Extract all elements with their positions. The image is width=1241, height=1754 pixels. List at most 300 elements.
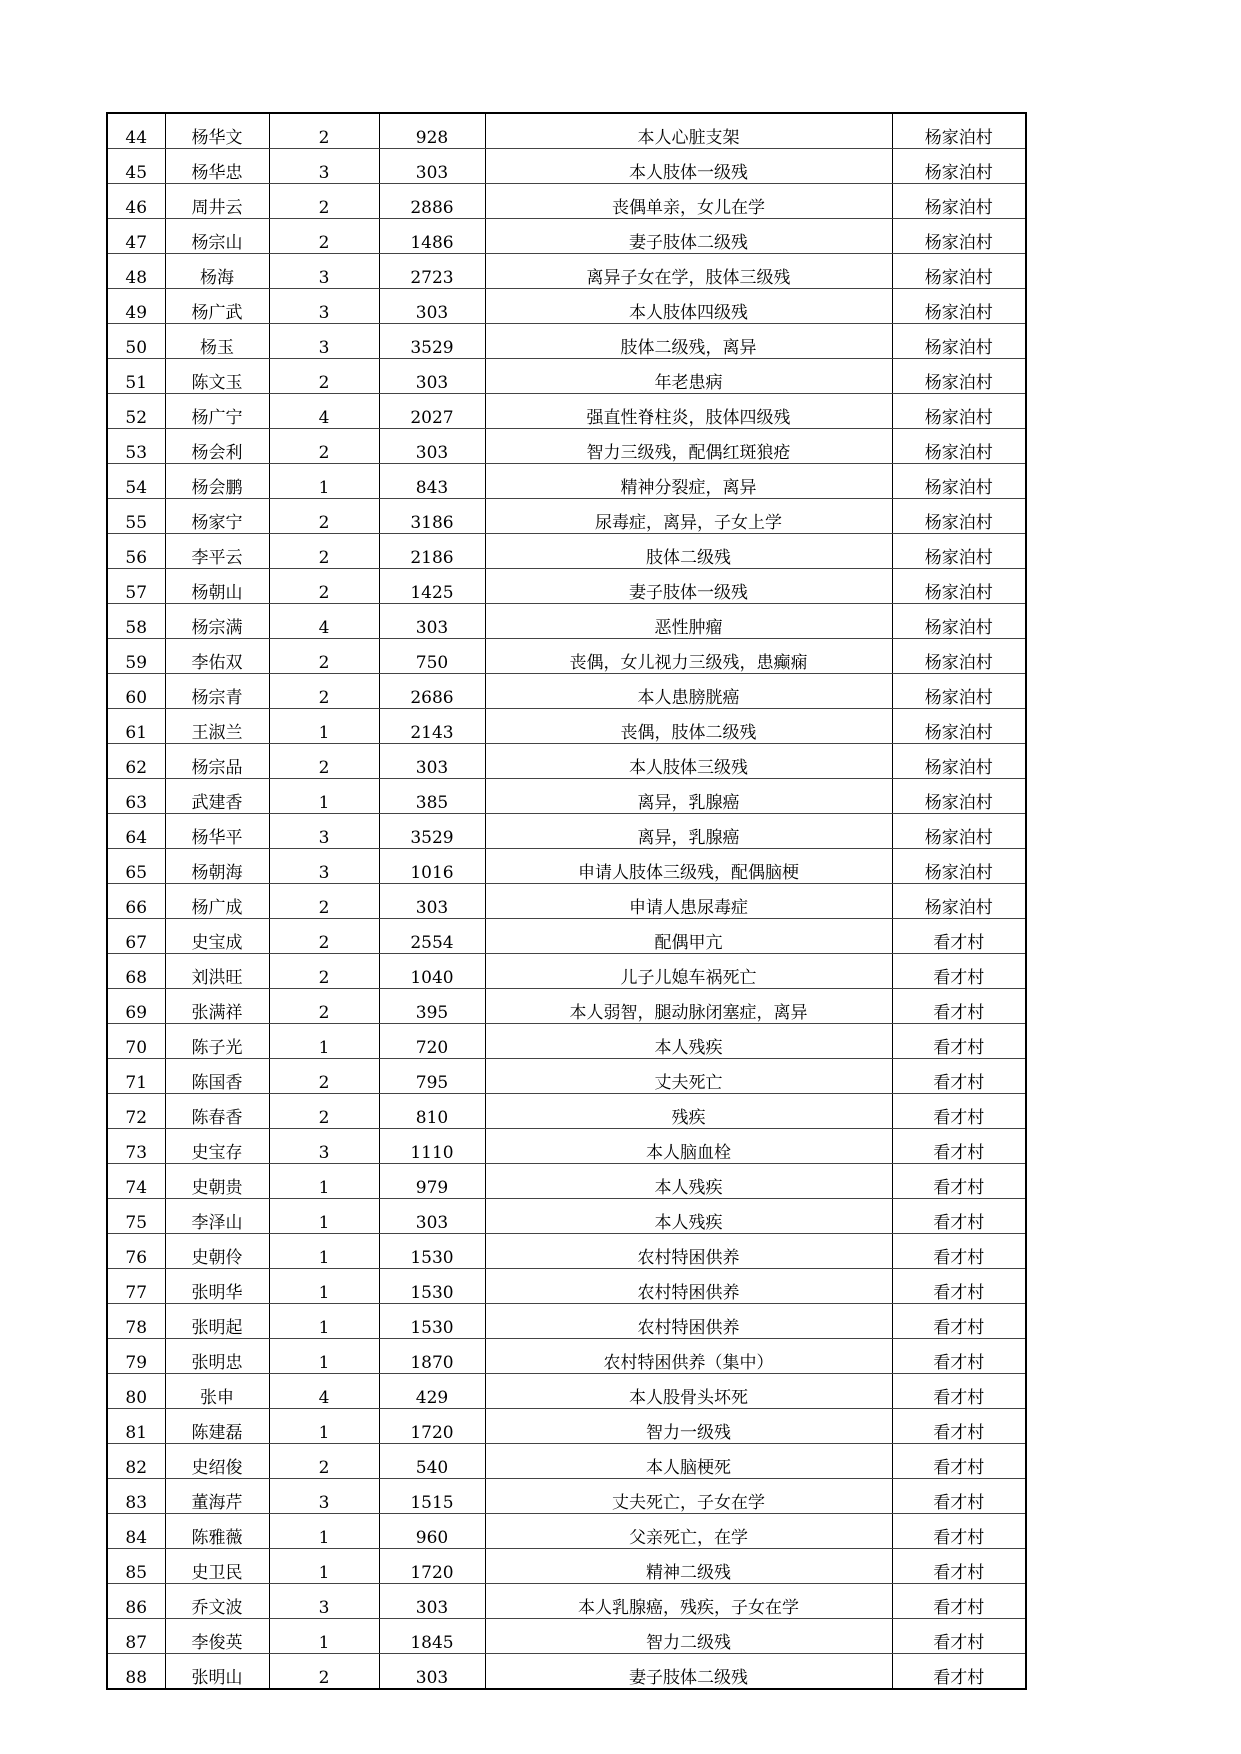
table-row bbox=[107, 884, 1026, 919]
index-cell: 84 bbox=[107, 1514, 165, 1549]
reason-cell: 申请人肢体三级残，配偶脑梗 bbox=[485, 849, 892, 884]
index-cell: 78 bbox=[107, 1304, 165, 1339]
amount-cell: 1530 bbox=[379, 1234, 485, 1269]
village-cell: 看才村 bbox=[892, 1269, 1026, 1304]
amount-cell: 2686 bbox=[379, 674, 485, 709]
household-size-cell: 2 bbox=[269, 744, 379, 779]
reason-cell: 本人心脏支架 bbox=[485, 113, 892, 149]
household-size-cell: 3 bbox=[269, 149, 379, 184]
name-cell: 杨会利 bbox=[165, 429, 269, 464]
amount-cell: 395 bbox=[379, 989, 485, 1024]
village-cell: 看才村 bbox=[892, 919, 1026, 954]
amount-cell: 928 bbox=[379, 113, 485, 149]
amount-cell: 750 bbox=[379, 639, 485, 674]
reason-cell: 精神分裂症，离异 bbox=[485, 464, 892, 499]
reason-cell: 妻子肢体一级残 bbox=[485, 569, 892, 604]
index-cell: 72 bbox=[107, 1094, 165, 1129]
reason-cell: 丧偶单亲，女儿在学 bbox=[485, 184, 892, 219]
village-cell: 杨家泊村 bbox=[892, 814, 1026, 849]
name-cell: 杨朝山 bbox=[165, 569, 269, 604]
household-size-cell: 2 bbox=[269, 219, 379, 254]
village-cell: 看才村 bbox=[892, 1549, 1026, 1584]
reason-cell: 本人残疾 bbox=[485, 1199, 892, 1234]
household-size-cell: 3 bbox=[269, 1129, 379, 1164]
amount-cell: 303 bbox=[379, 1199, 485, 1234]
reason-cell: 离异子女在学，肢体三级残 bbox=[485, 254, 892, 289]
village-cell: 杨家泊村 bbox=[892, 674, 1026, 709]
household-size-cell: 2 bbox=[269, 113, 379, 149]
amount-cell: 303 bbox=[379, 289, 485, 324]
index-cell: 63 bbox=[107, 779, 165, 814]
index-cell: 67 bbox=[107, 919, 165, 954]
village-cell: 杨家泊村 bbox=[892, 884, 1026, 919]
table-row bbox=[107, 849, 1026, 884]
name-cell: 陈春香 bbox=[165, 1094, 269, 1129]
table-row bbox=[107, 1584, 1026, 1619]
name-cell: 李泽山 bbox=[165, 1199, 269, 1234]
amount-cell: 1845 bbox=[379, 1619, 485, 1654]
reason-cell: 本人弱智，腿动脉闭塞症，离异 bbox=[485, 989, 892, 1024]
table-row bbox=[107, 954, 1026, 989]
table-row bbox=[107, 394, 1026, 429]
amount-cell: 810 bbox=[379, 1094, 485, 1129]
table-row bbox=[107, 1444, 1026, 1479]
village-cell: 看才村 bbox=[892, 1584, 1026, 1619]
table-row bbox=[107, 1479, 1026, 1514]
name-cell: 史宝成 bbox=[165, 919, 269, 954]
amount-cell: 1530 bbox=[379, 1304, 485, 1339]
table-row bbox=[107, 1129, 1026, 1164]
household-size-cell: 3 bbox=[269, 289, 379, 324]
amount-cell: 1040 bbox=[379, 954, 485, 989]
household-size-cell: 2 bbox=[269, 919, 379, 954]
village-cell: 看才村 bbox=[892, 1654, 1026, 1690]
amount-cell: 1515 bbox=[379, 1479, 485, 1514]
household-size-cell: 3 bbox=[269, 1584, 379, 1619]
amount-cell: 303 bbox=[379, 884, 485, 919]
village-cell: 看才村 bbox=[892, 1164, 1026, 1199]
household-size-cell: 2 bbox=[269, 1094, 379, 1129]
reason-cell: 农村特困供养（集中） bbox=[485, 1339, 892, 1374]
household-size-cell: 3 bbox=[269, 1479, 379, 1514]
reason-cell: 妻子肢体二级残 bbox=[485, 1654, 892, 1690]
name-cell: 李俊英 bbox=[165, 1619, 269, 1654]
name-cell: 陈雅薇 bbox=[165, 1514, 269, 1549]
reason-cell: 肢体二级残，离异 bbox=[485, 324, 892, 359]
village-cell: 杨家泊村 bbox=[892, 254, 1026, 289]
index-cell: 45 bbox=[107, 149, 165, 184]
index-cell: 52 bbox=[107, 394, 165, 429]
reason-cell: 本人脑梗死 bbox=[485, 1444, 892, 1479]
household-size-cell: 1 bbox=[269, 1199, 379, 1234]
index-cell: 64 bbox=[107, 814, 165, 849]
household-size-cell: 2 bbox=[269, 429, 379, 464]
index-cell: 68 bbox=[107, 954, 165, 989]
index-cell: 55 bbox=[107, 499, 165, 534]
amount-cell: 1720 bbox=[379, 1549, 485, 1584]
village-cell: 看才村 bbox=[892, 1304, 1026, 1339]
table-row bbox=[107, 254, 1026, 289]
reason-cell: 妻子肢体二级残 bbox=[485, 219, 892, 254]
household-size-cell: 1 bbox=[269, 1339, 379, 1374]
amount-cell: 1016 bbox=[379, 849, 485, 884]
data-table bbox=[106, 112, 1027, 1690]
index-cell: 81 bbox=[107, 1409, 165, 1444]
reason-cell: 父亲死亡，在学 bbox=[485, 1514, 892, 1549]
household-size-cell: 2 bbox=[269, 359, 379, 394]
index-cell: 46 bbox=[107, 184, 165, 219]
household-size-cell: 4 bbox=[269, 604, 379, 639]
name-cell: 杨宗山 bbox=[165, 219, 269, 254]
name-cell: 杨华文 bbox=[165, 113, 269, 149]
index-cell: 82 bbox=[107, 1444, 165, 1479]
index-cell: 44 bbox=[107, 113, 165, 149]
household-size-cell: 3 bbox=[269, 849, 379, 884]
village-cell: 看才村 bbox=[892, 1479, 1026, 1514]
village-cell: 看才村 bbox=[892, 989, 1026, 1024]
table-row bbox=[107, 569, 1026, 604]
name-cell: 张明华 bbox=[165, 1269, 269, 1304]
household-size-cell: 2 bbox=[269, 184, 379, 219]
index-cell: 80 bbox=[107, 1374, 165, 1409]
village-cell: 杨家泊村 bbox=[892, 639, 1026, 674]
village-cell: 杨家泊村 bbox=[892, 709, 1026, 744]
village-cell: 杨家泊村 bbox=[892, 779, 1026, 814]
amount-cell: 795 bbox=[379, 1059, 485, 1094]
amount-cell: 303 bbox=[379, 359, 485, 394]
index-cell: 70 bbox=[107, 1024, 165, 1059]
index-cell: 69 bbox=[107, 989, 165, 1024]
village-cell: 杨家泊村 bbox=[892, 324, 1026, 359]
reason-cell: 丧偶，肢体二级残 bbox=[485, 709, 892, 744]
household-size-cell: 1 bbox=[269, 779, 379, 814]
village-cell: 看才村 bbox=[892, 1339, 1026, 1374]
name-cell: 杨海 bbox=[165, 254, 269, 289]
household-size-cell: 2 bbox=[269, 954, 379, 989]
village-cell: 杨家泊村 bbox=[892, 289, 1026, 324]
table-row bbox=[107, 464, 1026, 499]
village-cell: 看才村 bbox=[892, 1059, 1026, 1094]
village-cell: 杨家泊村 bbox=[892, 569, 1026, 604]
index-cell: 60 bbox=[107, 674, 165, 709]
name-cell: 史卫民 bbox=[165, 1549, 269, 1584]
household-size-cell: 1 bbox=[269, 1409, 379, 1444]
table-row bbox=[107, 1654, 1026, 1690]
household-size-cell: 1 bbox=[269, 1514, 379, 1549]
household-size-cell: 2 bbox=[269, 1059, 379, 1094]
name-cell: 张申 bbox=[165, 1374, 269, 1409]
village-cell: 杨家泊村 bbox=[892, 604, 1026, 639]
village-cell: 看才村 bbox=[892, 1094, 1026, 1129]
village-cell: 看才村 bbox=[892, 1409, 1026, 1444]
name-cell: 乔文波 bbox=[165, 1584, 269, 1619]
household-size-cell: 2 bbox=[269, 674, 379, 709]
household-size-cell: 2 bbox=[269, 569, 379, 604]
village-cell: 看才村 bbox=[892, 1024, 1026, 1059]
household-size-cell: 1 bbox=[269, 1234, 379, 1269]
reason-cell: 本人肢体四级残 bbox=[485, 289, 892, 324]
amount-cell: 1425 bbox=[379, 569, 485, 604]
reason-cell: 本人肢体一级残 bbox=[485, 149, 892, 184]
table-row bbox=[107, 1199, 1026, 1234]
name-cell: 史绍俊 bbox=[165, 1444, 269, 1479]
table-row bbox=[107, 324, 1026, 359]
village-cell: 杨家泊村 bbox=[892, 394, 1026, 429]
index-cell: 61 bbox=[107, 709, 165, 744]
index-cell: 57 bbox=[107, 569, 165, 604]
amount-cell: 1110 bbox=[379, 1129, 485, 1164]
household-size-cell: 1 bbox=[269, 1024, 379, 1059]
household-size-cell: 2 bbox=[269, 884, 379, 919]
amount-cell: 2027 bbox=[379, 394, 485, 429]
table-row bbox=[107, 219, 1026, 254]
name-cell: 杨广武 bbox=[165, 289, 269, 324]
name-cell: 杨宗青 bbox=[165, 674, 269, 709]
table-row bbox=[107, 639, 1026, 674]
household-size-cell: 1 bbox=[269, 1619, 379, 1654]
name-cell: 杨家宁 bbox=[165, 499, 269, 534]
village-cell: 杨家泊村 bbox=[892, 149, 1026, 184]
household-size-cell: 3 bbox=[269, 324, 379, 359]
reason-cell: 农村特困供养 bbox=[485, 1269, 892, 1304]
village-cell: 看才村 bbox=[892, 1514, 1026, 1549]
index-cell: 51 bbox=[107, 359, 165, 394]
reason-cell: 智力二级残 bbox=[485, 1619, 892, 1654]
household-size-cell: 1 bbox=[269, 1304, 379, 1339]
household-size-cell: 2 bbox=[269, 1654, 379, 1690]
reason-cell: 申请人患尿毒症 bbox=[485, 884, 892, 919]
table-row bbox=[107, 1024, 1026, 1059]
name-cell: 武建香 bbox=[165, 779, 269, 814]
village-cell: 看才村 bbox=[892, 1374, 1026, 1409]
village-cell: 杨家泊村 bbox=[892, 184, 1026, 219]
table-row bbox=[107, 1304, 1026, 1339]
village-cell: 杨家泊村 bbox=[892, 464, 1026, 499]
table-body bbox=[107, 113, 1026, 1689]
index-cell: 79 bbox=[107, 1339, 165, 1374]
table-row bbox=[107, 1409, 1026, 1444]
index-cell: 71 bbox=[107, 1059, 165, 1094]
reason-cell: 丧偶，女儿视力三级残，患癫痫 bbox=[485, 639, 892, 674]
name-cell: 李佑双 bbox=[165, 639, 269, 674]
name-cell: 杨宗满 bbox=[165, 604, 269, 639]
household-size-cell: 3 bbox=[269, 254, 379, 289]
reason-cell: 配偶甲亢 bbox=[485, 919, 892, 954]
amount-cell: 303 bbox=[379, 149, 485, 184]
amount-cell: 1870 bbox=[379, 1339, 485, 1374]
reason-cell: 肢体二级残 bbox=[485, 534, 892, 569]
reason-cell: 本人脑血栓 bbox=[485, 1129, 892, 1164]
household-size-cell: 1 bbox=[269, 1164, 379, 1199]
village-cell: 杨家泊村 bbox=[892, 534, 1026, 569]
reason-cell: 离异，乳腺癌 bbox=[485, 779, 892, 814]
amount-cell: 303 bbox=[379, 429, 485, 464]
table-row bbox=[107, 709, 1026, 744]
table-row bbox=[107, 604, 1026, 639]
index-cell: 66 bbox=[107, 884, 165, 919]
name-cell: 张明山 bbox=[165, 1654, 269, 1690]
name-cell: 杨广成 bbox=[165, 884, 269, 919]
household-size-cell: 2 bbox=[269, 989, 379, 1024]
amount-cell: 2143 bbox=[379, 709, 485, 744]
index-cell: 85 bbox=[107, 1549, 165, 1584]
index-cell: 77 bbox=[107, 1269, 165, 1304]
index-cell: 48 bbox=[107, 254, 165, 289]
reason-cell: 丈夫死亡，子女在学 bbox=[485, 1479, 892, 1514]
index-cell: 65 bbox=[107, 849, 165, 884]
index-cell: 62 bbox=[107, 744, 165, 779]
village-cell: 看才村 bbox=[892, 954, 1026, 989]
reason-cell: 残疾 bbox=[485, 1094, 892, 1129]
table-row bbox=[107, 1164, 1026, 1199]
reason-cell: 智力三级残，配偶红斑狼疮 bbox=[485, 429, 892, 464]
index-cell: 83 bbox=[107, 1479, 165, 1514]
village-cell: 杨家泊村 bbox=[892, 359, 1026, 394]
table-row bbox=[107, 534, 1026, 569]
name-cell: 张明起 bbox=[165, 1304, 269, 1339]
table-row bbox=[107, 429, 1026, 464]
name-cell: 杨广宁 bbox=[165, 394, 269, 429]
name-cell: 杨华忠 bbox=[165, 149, 269, 184]
reason-cell: 本人患膀胱癌 bbox=[485, 674, 892, 709]
table-row bbox=[107, 1339, 1026, 1374]
reason-cell: 本人残疾 bbox=[485, 1024, 892, 1059]
village-cell: 看才村 bbox=[892, 1129, 1026, 1164]
name-cell: 杨宗品 bbox=[165, 744, 269, 779]
village-cell: 杨家泊村 bbox=[892, 744, 1026, 779]
amount-cell: 385 bbox=[379, 779, 485, 814]
name-cell: 李平云 bbox=[165, 534, 269, 569]
village-cell: 看才村 bbox=[892, 1444, 1026, 1479]
village-cell: 看才村 bbox=[892, 1619, 1026, 1654]
table-row bbox=[107, 184, 1026, 219]
name-cell: 陈文玉 bbox=[165, 359, 269, 394]
index-cell: 54 bbox=[107, 464, 165, 499]
name-cell: 史朝贵 bbox=[165, 1164, 269, 1199]
village-cell: 杨家泊村 bbox=[892, 499, 1026, 534]
name-cell: 董海芹 bbox=[165, 1479, 269, 1514]
table-row bbox=[107, 1619, 1026, 1654]
household-size-cell: 1 bbox=[269, 1269, 379, 1304]
name-cell: 史朝伶 bbox=[165, 1234, 269, 1269]
table-row bbox=[107, 1234, 1026, 1269]
table-row bbox=[107, 289, 1026, 324]
table-row bbox=[107, 989, 1026, 1024]
name-cell: 陈国香 bbox=[165, 1059, 269, 1094]
amount-cell: 3186 bbox=[379, 499, 485, 534]
amount-cell: 3529 bbox=[379, 324, 485, 359]
table-row bbox=[107, 1514, 1026, 1549]
index-cell: 75 bbox=[107, 1199, 165, 1234]
reason-cell: 本人乳腺癌，残疾，子女在学 bbox=[485, 1584, 892, 1619]
village-cell: 杨家泊村 bbox=[892, 849, 1026, 884]
household-size-cell: 2 bbox=[269, 639, 379, 674]
amount-cell: 979 bbox=[379, 1164, 485, 1199]
reason-cell: 本人肢体三级残 bbox=[485, 744, 892, 779]
name-cell: 杨华平 bbox=[165, 814, 269, 849]
reason-cell: 精神二级残 bbox=[485, 1549, 892, 1584]
household-size-cell: 2 bbox=[269, 534, 379, 569]
amount-cell: 303 bbox=[379, 604, 485, 639]
table-row bbox=[107, 814, 1026, 849]
index-cell: 47 bbox=[107, 219, 165, 254]
amount-cell: 2886 bbox=[379, 184, 485, 219]
name-cell: 史宝存 bbox=[165, 1129, 269, 1164]
reason-cell: 离异，乳腺癌 bbox=[485, 814, 892, 849]
reason-cell: 恶性肿瘤 bbox=[485, 604, 892, 639]
reason-cell: 本人残疾 bbox=[485, 1164, 892, 1199]
table-row bbox=[107, 149, 1026, 184]
amount-cell: 303 bbox=[379, 744, 485, 779]
amount-cell: 3529 bbox=[379, 814, 485, 849]
reason-cell: 农村特困供养 bbox=[485, 1234, 892, 1269]
name-cell: 张满祥 bbox=[165, 989, 269, 1024]
household-size-cell: 2 bbox=[269, 499, 379, 534]
index-cell: 56 bbox=[107, 534, 165, 569]
amount-cell: 1530 bbox=[379, 1269, 485, 1304]
name-cell: 张明忠 bbox=[165, 1339, 269, 1374]
reason-cell: 强直性脊柱炎，肢体四级残 bbox=[485, 394, 892, 429]
table-row bbox=[107, 1549, 1026, 1584]
reason-cell: 年老患病 bbox=[485, 359, 892, 394]
name-cell: 杨朝海 bbox=[165, 849, 269, 884]
amount-cell: 2723 bbox=[379, 254, 485, 289]
table-row bbox=[107, 1059, 1026, 1094]
table-row bbox=[107, 919, 1026, 954]
table-row bbox=[107, 1269, 1026, 1304]
amount-cell: 429 bbox=[379, 1374, 485, 1409]
table-row bbox=[107, 359, 1026, 394]
table-row bbox=[107, 1094, 1026, 1129]
amount-cell: 1720 bbox=[379, 1409, 485, 1444]
amount-cell: 303 bbox=[379, 1584, 485, 1619]
table-row bbox=[107, 1374, 1026, 1409]
reason-cell: 智力一级残 bbox=[485, 1409, 892, 1444]
household-size-cell: 4 bbox=[269, 1374, 379, 1409]
village-cell: 看才村 bbox=[892, 1199, 1026, 1234]
index-cell: 86 bbox=[107, 1584, 165, 1619]
index-cell: 58 bbox=[107, 604, 165, 639]
household-size-cell: 4 bbox=[269, 394, 379, 429]
index-cell: 59 bbox=[107, 639, 165, 674]
reason-cell: 农村特困供养 bbox=[485, 1304, 892, 1339]
household-size-cell: 1 bbox=[269, 709, 379, 744]
reason-cell: 丈夫死亡 bbox=[485, 1059, 892, 1094]
index-cell: 73 bbox=[107, 1129, 165, 1164]
index-cell: 88 bbox=[107, 1654, 165, 1690]
index-cell: 76 bbox=[107, 1234, 165, 1269]
index-cell: 74 bbox=[107, 1164, 165, 1199]
name-cell: 陈建磊 bbox=[165, 1409, 269, 1444]
village-cell: 杨家泊村 bbox=[892, 113, 1026, 149]
amount-cell: 720 bbox=[379, 1024, 485, 1059]
household-size-cell: 1 bbox=[269, 464, 379, 499]
index-cell: 53 bbox=[107, 429, 165, 464]
amount-cell: 2554 bbox=[379, 919, 485, 954]
index-cell: 87 bbox=[107, 1619, 165, 1654]
name-cell: 王淑兰 bbox=[165, 709, 269, 744]
index-cell: 50 bbox=[107, 324, 165, 359]
amount-cell: 303 bbox=[379, 1654, 485, 1690]
name-cell: 周井云 bbox=[165, 184, 269, 219]
reason-cell: 尿毒症，离异，子女上学 bbox=[485, 499, 892, 534]
reason-cell: 本人股骨头坏死 bbox=[485, 1374, 892, 1409]
name-cell: 刘洪旺 bbox=[165, 954, 269, 989]
reason-cell: 儿子儿媳车祸死亡 bbox=[485, 954, 892, 989]
village-cell: 看才村 bbox=[892, 1234, 1026, 1269]
table-row bbox=[107, 779, 1026, 814]
amount-cell: 540 bbox=[379, 1444, 485, 1479]
